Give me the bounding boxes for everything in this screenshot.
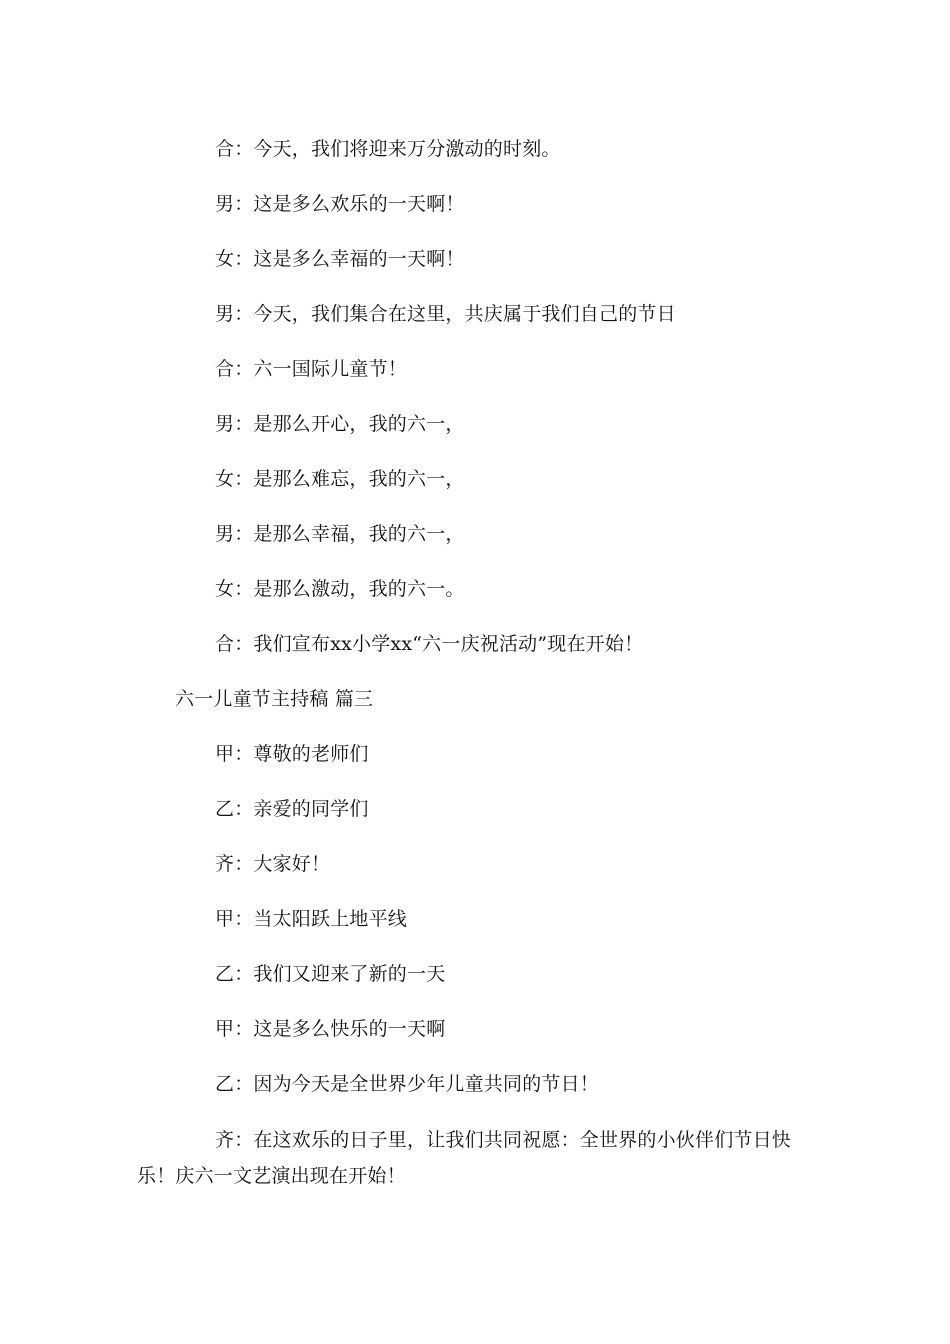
- section-heading: 六一儿童节主持稿 篇三: [175, 688, 374, 710]
- script-line: 齐：大家好！: [215, 853, 331, 875]
- script-line: 乙：我们又迎来了新的一天: [215, 963, 446, 985]
- closing-paragraph: 齐：在这欢乐的日子里，让我们共同祝愿：全世界的小伙伴们节日快乐！庆六一文艺演出现在开始！: [137, 1129, 792, 1187]
- script-line: 合：六一国际儿童节！: [215, 358, 408, 380]
- script-line: 男：这是多么欢乐的一天啊！: [215, 193, 465, 215]
- script-line: 男：是那么幸福，我的六一，: [215, 523, 465, 545]
- script-line: 女：是那么激动，我的六一。: [215, 578, 465, 600]
- script-line: 甲：当太阳跃上地平线: [215, 908, 408, 930]
- script-line: 男：是那么开心，我的六一，: [215, 413, 465, 435]
- script-line: 甲：这是多么快乐的一天啊: [215, 1018, 446, 1040]
- script-line: 男：今天，我们集合在这里，共庆属于我们自己的节日: [215, 303, 676, 325]
- script-line: 女：是那么难忘，我的六一，: [215, 468, 465, 490]
- script-line: 合：今天，我们将迎来万分激动的时刻。: [215, 138, 561, 160]
- script-line: 乙：因为今天是全世界少年儿童共同的节日！: [215, 1073, 600, 1095]
- script-line: 甲：尊敬的老师们: [215, 743, 369, 765]
- script-line: 合：我们宣布xx小学xx“六一庆祝活动”现在开始！: [215, 633, 644, 655]
- script-line: 女：这是多么幸福的一天啊！: [215, 248, 465, 270]
- script-line: 乙：亲爱的同学们: [215, 798, 369, 820]
